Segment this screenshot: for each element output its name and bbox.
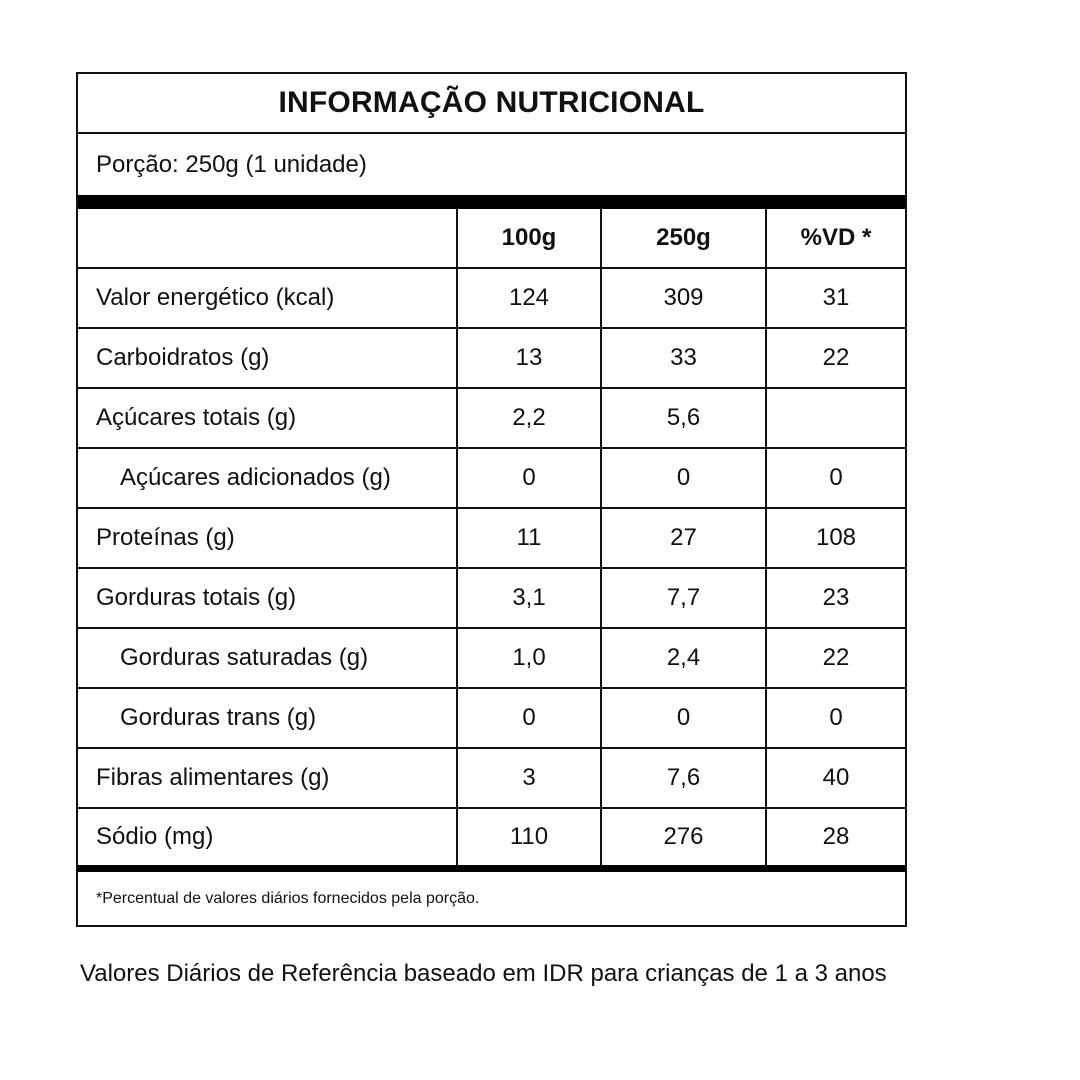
nutrient-name: Carboidratos (g)	[78, 328, 457, 388]
portion-size: Porção: 250g (1 unidade)	[78, 134, 905, 209]
nutrient-name: Sódio (mg)	[78, 808, 457, 869]
header-daily-value: %VD *	[766, 209, 905, 268]
value-daily: 28	[766, 808, 905, 869]
header-100g: 100g	[457, 209, 601, 268]
value-daily: 0	[766, 688, 905, 748]
header-row	[78, 209, 905, 268]
table-row	[78, 808, 905, 869]
table-row	[78, 388, 905, 448]
value-250g: 0	[601, 688, 766, 748]
value-250g: 309	[601, 268, 766, 328]
value-daily: 108	[766, 508, 905, 568]
table-row	[78, 688, 905, 748]
nutrition-label	[76, 72, 907, 927]
value-250g: 33	[601, 328, 766, 388]
nutrient-name: Gorduras saturadas (g)	[78, 628, 457, 688]
label-title: INFORMAÇÃO NUTRICIONAL	[78, 74, 905, 134]
value-250g: 276	[601, 808, 766, 869]
header-250g: 250g	[601, 209, 766, 268]
nutrient-name: Gorduras trans (g)	[78, 688, 457, 748]
value-daily	[766, 388, 905, 448]
value-100g: 3	[457, 748, 601, 808]
nutrition-table	[78, 209, 905, 872]
nutrient-name: Valor energético (kcal)	[78, 268, 457, 328]
value-daily: 0	[766, 448, 905, 508]
value-250g: 0	[601, 448, 766, 508]
value-250g: 7,6	[601, 748, 766, 808]
value-100g: 3,1	[457, 568, 601, 628]
value-100g: 1,0	[457, 628, 601, 688]
table-row	[78, 568, 905, 628]
value-100g: 124	[457, 268, 601, 328]
value-100g: 11	[457, 508, 601, 568]
table-row	[78, 448, 905, 508]
value-250g: 7,7	[601, 568, 766, 628]
nutrient-name: Açúcares adicionados (g)	[78, 448, 457, 508]
nutrient-name: Fibras alimentares (g)	[78, 748, 457, 808]
value-100g: 0	[457, 448, 601, 508]
value-daily: 22	[766, 628, 905, 688]
table-row	[78, 268, 905, 328]
value-daily: 22	[766, 328, 905, 388]
table-row	[78, 628, 905, 688]
value-100g: 13	[457, 328, 601, 388]
table-row	[78, 748, 905, 808]
value-daily: 23	[766, 568, 905, 628]
value-250g: 27	[601, 508, 766, 568]
value-daily: 40	[766, 748, 905, 808]
value-daily: 31	[766, 268, 905, 328]
value-100g: 2,2	[457, 388, 601, 448]
value-250g: 2,4	[601, 628, 766, 688]
value-100g: 110	[457, 808, 601, 869]
value-100g: 0	[457, 688, 601, 748]
reference-note: Valores Diários de Referência baseado em IDR para crianças de 1 a 3 anos	[80, 960, 887, 987]
nutrient-name: Gorduras totais (g)	[78, 568, 457, 628]
table-row	[78, 508, 905, 568]
nutrient-name: Açúcares totais (g)	[78, 388, 457, 448]
footnote: *Percentual de valores diários fornecidos pela porção.	[78, 872, 905, 927]
header-nutrient	[78, 209, 457, 268]
value-250g: 5,6	[601, 388, 766, 448]
nutrient-name: Proteínas (g)	[78, 508, 457, 568]
table-row	[78, 328, 905, 388]
